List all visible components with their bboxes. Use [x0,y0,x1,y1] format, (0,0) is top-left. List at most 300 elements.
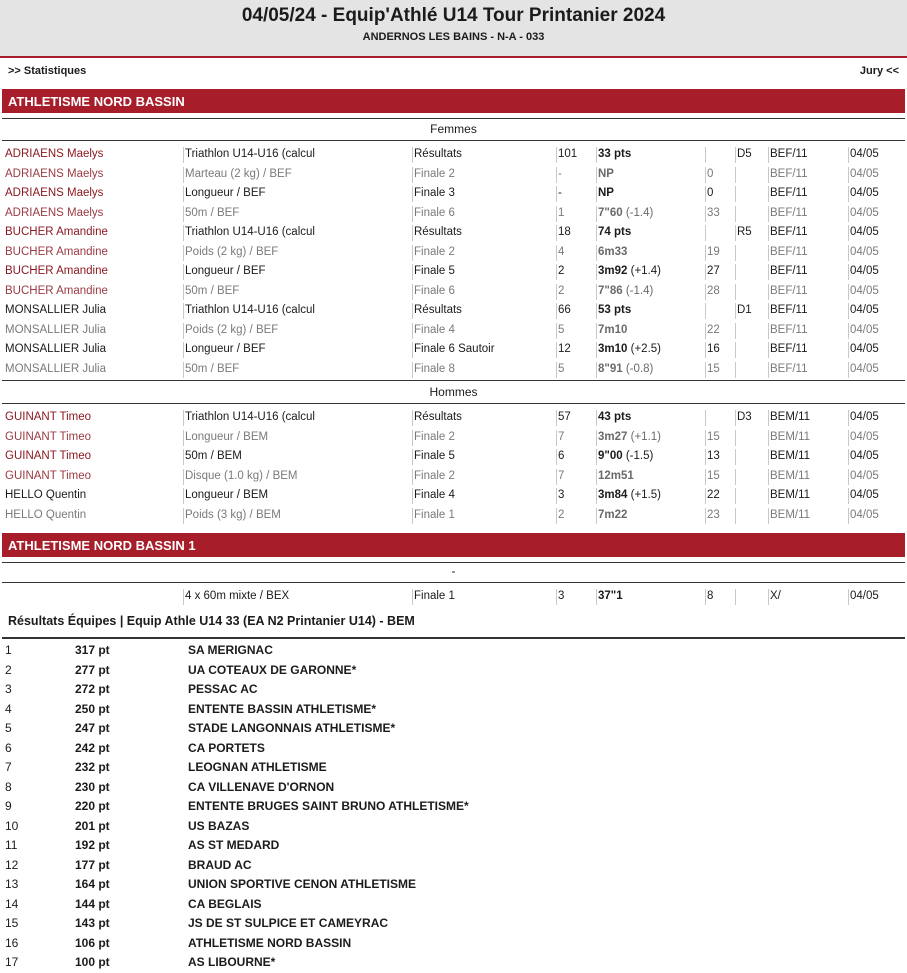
performance-value [598,226,706,238]
result-row [2,145,905,165]
date-value: 04/05 [850,284,879,297]
place-value: 6 [558,450,565,462]
level-value: D5 [737,148,752,160]
result-row [2,408,905,428]
points-value: 33 [707,206,720,219]
team-row [0,797,907,817]
column-separator [768,589,769,605]
event-name: Longueur / BEF [185,265,266,277]
column-separator [412,449,413,465]
column-separator [412,264,413,280]
club-banner: ATHLETISME NORD BASSIN 1 [2,533,905,557]
team-name: UNION SPORTIVE CENON ATHLETISME [188,877,417,891]
column-separator [556,225,557,241]
column-separator [596,147,597,163]
column-separator [848,186,849,202]
points-value: 8 [707,590,714,602]
performance-mark: 74 pts [598,226,632,238]
team-name: ENTENTE BASSIN ATHLETISME* [188,701,377,716]
points-value: 28 [707,284,720,297]
column-separator [768,186,769,202]
athlete-name[interactable]: MONSALLIER Julia [5,304,106,316]
category-value: BEF/11 [770,206,808,219]
column-separator [183,410,184,426]
column-separator [596,589,597,605]
event-name: 50m / BEM [185,450,242,462]
team-name: AS ST MEDARD [188,838,280,852]
team-rank: 9 [5,799,12,813]
column-separator [183,469,184,485]
team-points: 220 pt [75,799,110,813]
column-separator [183,147,184,163]
team-rank: 14 [5,896,19,911]
date-value: 04/05 [850,450,879,462]
event-name: 50m / BEF [185,362,240,375]
team-rank: 13 [5,877,19,891]
result-row [2,506,905,526]
column-separator [183,449,184,465]
athlete-name[interactable]: MONSALLIER Julia [5,343,106,355]
team-row [0,934,907,954]
result-row [2,223,905,243]
result-row [2,301,905,321]
performance-mark: 3m10 [598,343,628,355]
team-rank: 10 [5,818,19,833]
column-separator [556,430,557,446]
athlete-name[interactable]: HELLO Quentin [5,508,87,521]
place-value: 5 [558,362,565,375]
event-name: Poids (2 kg) / BEF [185,245,279,258]
column-separator [596,206,597,222]
column-separator [412,362,413,378]
column-separator [768,323,769,339]
athlete-name[interactable]: GUINANT Timeo [5,450,92,462]
column-separator [735,410,736,426]
jury-link[interactable]: Jury << [859,65,899,77]
team-points: 100 pt [75,955,110,969]
place-value: 101 [558,148,578,160]
team-rank: 7 [5,760,12,774]
column-separator [848,147,849,163]
column-separator [183,284,184,300]
column-separator [735,245,736,261]
athlete-name[interactable]: GUINANT Timeo [5,411,92,423]
team-points: 230 pt [75,779,110,794]
team-name: CA PORTETS [188,740,265,755]
place-value: 3 [558,489,565,501]
team-points: 232 pt [75,760,110,774]
category-value: BEF/11 [770,167,808,180]
athlete-name[interactable]: ADRIAENS Maelys [5,187,104,199]
date-value: 04/05 [850,245,879,258]
group-label-hommes: Hommes [429,385,478,399]
column-separator [735,589,736,605]
performance-value [598,343,706,355]
column-separator [735,284,736,300]
column-separator [412,430,413,446]
athlete-name[interactable]: HELLO Quentin [5,489,87,501]
date-value: 04/05 [850,323,879,336]
place-value: 12 [558,343,571,355]
event-name: Longueur / BEF [185,343,266,355]
column-separator [412,488,413,504]
team-row [0,836,907,856]
athlete-name[interactable]: MONSALLIER Julia [5,323,106,336]
results-table-hommes [2,408,905,525]
team-name: SA MERIGNAC [188,643,273,657]
column-separator [848,469,849,485]
team-points: 317 pt [75,643,110,657]
place-value: 2 [558,265,565,277]
team-points: 164 pt [75,877,110,891]
performance-value [598,411,706,423]
column-separator [556,206,557,222]
column-separator [183,362,184,378]
result-row [2,447,905,467]
column-separator [848,589,849,605]
group-label-relay: - [451,564,456,578]
wind-value: (-1.4) [625,206,654,219]
round-name: Finale 6 Sautoir [414,343,495,355]
performance-value [598,265,706,277]
points-value: 13 [707,450,720,462]
column-separator [735,225,736,241]
column-separator [556,284,557,300]
column-separator [596,264,597,280]
group-label-femmes: Femmes [430,122,477,136]
team-rank: 6 [5,740,12,755]
place-value: 2 [558,284,565,297]
level-value: R5 [737,226,752,238]
team-name: CA BEGLAIS [188,896,262,911]
athlete-name[interactable]: ADRIAENS Maelys [5,167,104,180]
round-name: Finale 6 [414,284,455,297]
performance-mark: 3m27 [598,430,628,443]
date-value: 04/05 [850,304,879,316]
team-points: 250 pt [75,701,110,716]
column-separator [596,410,597,426]
performance-value [598,324,706,336]
column-separator [735,303,736,319]
event-name: Longueur / BEM [185,489,269,501]
column-separator [412,225,413,241]
performance-mark: 3m92 [598,265,628,277]
column-separator [596,362,597,378]
column-separator [556,303,557,319]
performance-value [598,246,706,258]
column-separator [556,245,557,261]
category-value: BEM/11 [770,508,811,521]
place-value: 5 [558,323,565,336]
athlete-name[interactable]: GUINANT Timeo [5,430,92,443]
athlete-name[interactable]: BUCHER Amandine [5,245,108,258]
team-row [0,758,907,778]
category-value: BEF/11 [770,265,808,277]
performance-value [598,590,706,602]
column-separator [412,245,413,261]
result-row [2,587,905,607]
column-separator [848,488,849,504]
column-separator [768,167,769,183]
result-row [2,165,905,185]
column-separator [412,410,413,426]
column-separator [556,167,557,183]
team-points: 177 pt [75,857,110,872]
column-separator [183,225,184,241]
column-separator [848,167,849,183]
round-name: Finale 4 [414,323,455,336]
round-name: Finale 1 [414,508,455,521]
event-name: Marteau (2 kg) / BEF [185,167,292,180]
athlete-name[interactable]: ADRIAENS Maelys [5,148,104,160]
column-separator [768,225,769,241]
points-value: 15 [707,430,720,443]
team-rank: 11 [5,838,18,852]
level-value: D1 [737,304,752,316]
team-row [0,953,907,973]
round-name: Finale 5 [414,450,455,462]
column-separator [183,186,184,202]
column-separator [848,225,849,241]
column-separator [412,303,413,319]
team-rank: 16 [5,935,19,950]
column-separator [596,225,597,241]
round-name: Finale 1 [414,590,455,602]
column-separator [183,342,184,358]
column-separator [556,342,557,358]
round-name: Résultats [414,411,462,423]
page-title: 04/05/24 - Equip'Athlé U14 Tour Printanier 2024 [241,5,666,26]
column-separator [412,469,413,485]
team-row [0,875,907,895]
statistics-link[interactable]: >> Statistiques [8,65,87,77]
event-name: Triathlon U14-U16 (calcul [185,148,315,160]
column-separator [768,362,769,378]
event-name: Poids (3 kg) / BEM [185,508,281,521]
points-value: 0 [707,187,714,199]
athlete-name[interactable]: BUCHER Amandine [5,284,108,297]
performance-mark: 7m10 [598,323,628,336]
points-value: 19 [707,245,720,258]
team-row [0,914,907,934]
performance-mark: 3m84 [598,489,628,501]
column-separator [768,303,769,319]
nav-bar [0,58,907,86]
date-value: 04/05 [850,430,879,443]
performance-value [598,470,706,482]
points-value: 22 [707,489,720,501]
column-separator [183,303,184,319]
column-separator [768,147,769,163]
column-separator [556,488,557,504]
date-value: 04/05 [850,469,879,482]
performance-mark: 37"1 [598,590,623,602]
column-separator [848,362,849,378]
place-value: 66 [558,304,571,316]
column-separator [848,430,849,446]
column-separator [556,323,557,339]
round-name: Résultats [414,148,462,160]
column-separator [183,323,184,339]
team-rank: 4 [5,701,12,716]
place-value: 7 [558,430,565,443]
column-separator [848,303,849,319]
divider [2,582,905,583]
place-value: 3 [558,590,565,602]
points-value: 23 [707,508,720,521]
result-row [2,486,905,506]
place-value: 1 [558,206,565,219]
team-row [0,680,907,700]
column-separator [768,264,769,280]
column-separator [183,508,184,524]
column-separator [596,303,597,319]
column-separator [412,206,413,222]
team-name: LEOGNAN ATHLETISME [188,760,327,774]
team-rank: 5 [5,721,12,735]
round-name: Finale 2 [414,469,455,482]
column-separator [183,589,184,605]
place-value: - [558,167,562,180]
points-value: 22 [707,323,720,336]
result-row [2,262,905,282]
event-name: 4 x 60m mixte / BEX [185,590,290,602]
column-separator [735,323,736,339]
performance-value [598,207,706,219]
place-value: 18 [558,226,571,238]
column-separator [412,323,413,339]
date-value: 04/05 [850,362,879,375]
column-separator [735,186,736,202]
club-banner: ATHLETISME NORD BASSIN [2,89,905,113]
team-row [0,856,907,876]
team-rank: 8 [5,779,12,794]
category-value: BEM/11 [770,469,811,482]
team-row [0,641,907,661]
column-separator [735,264,736,280]
team-name: ATHLETISME NORD BASSIN [188,935,352,950]
category-value: BEF/11 [770,187,808,199]
column-separator [596,167,597,183]
performance-mark: 12m51 [598,469,634,482]
athlete-name[interactable]: BUCHER Amandine [5,265,108,277]
result-row [2,184,905,204]
column-separator [848,323,849,339]
round-name: Résultats [414,226,462,238]
athlete-name[interactable]: GUINANT Timeo [5,469,92,482]
result-row [2,243,905,263]
event-name: Longueur / BEM [185,430,269,443]
athlete-name[interactable]: MONSALLIER Julia [5,362,106,375]
result-row [2,321,905,341]
column-separator [768,430,769,446]
round-name: Finale 4 [414,489,455,501]
athlete-name[interactable]: ADRIAENS Maelys [5,206,104,219]
column-separator [183,167,184,183]
round-name: Résultats [414,304,462,316]
column-separator [596,245,597,261]
team-row [0,817,907,837]
column-separator [183,264,184,280]
athlete-name[interactable]: BUCHER Amandine [5,226,108,238]
column-separator [596,186,597,202]
column-separator [735,167,736,183]
date-value: 04/05 [850,167,879,180]
wind-value: (-0.8) [625,362,654,375]
column-separator [596,508,597,524]
category-value: BEM/11 [770,450,811,462]
column-separator [768,488,769,504]
column-separator [735,430,736,446]
place-value: 7 [558,469,565,482]
team-name: US BAZAS [188,818,250,833]
place-value: 57 [558,411,571,423]
performance-mark: 8"91 [598,362,623,375]
performance-value [598,363,706,375]
team-points: 106 pt [75,935,110,950]
performance-value [598,509,706,521]
team-rank: 15 [5,916,19,930]
team-name: BRAUD AC [188,857,252,872]
column-separator [556,186,557,202]
column-separator [735,362,736,378]
column-separator [848,410,849,426]
column-separator [412,589,413,605]
category-value: X/ [770,590,781,602]
performance-mark: NP [598,187,614,199]
team-rank: 3 [5,682,12,696]
result-row [2,428,905,448]
round-name: Finale 3 [414,187,455,199]
column-separator [556,410,557,426]
wind-value: (-1.5) [625,450,654,462]
column-separator [848,449,849,465]
points-value: 0 [707,167,714,180]
date-value: 04/05 [850,206,879,219]
column-separator [596,430,597,446]
date-value: 04/05 [850,411,879,423]
round-name: Finale 6 [414,206,455,219]
column-separator [596,488,597,504]
column-separator [848,206,849,222]
performance-value [598,285,706,297]
performance-value [598,187,706,199]
column-separator [596,342,597,358]
date-value: 04/05 [850,590,879,602]
column-separator [556,589,557,605]
column-separator [735,469,736,485]
column-separator [768,206,769,222]
team-row [0,700,907,720]
date-value: 04/05 [850,343,879,355]
category-value: BEF/11 [770,148,808,160]
column-separator [848,284,849,300]
performance-mark: 6m33 [598,245,628,258]
event-name: Triathlon U14-U16 (calcul [185,226,315,238]
column-separator [768,284,769,300]
performance-value [598,489,706,501]
team-results-list [0,641,907,973]
performance-value [598,431,706,443]
performance-mark: NP [598,167,614,180]
column-separator [596,323,597,339]
column-separator [596,469,597,485]
category-value: BEF/11 [770,245,808,258]
column-separator [848,245,849,261]
column-separator [183,245,184,261]
performance-value [598,168,706,180]
wind-value: (+2.5) [630,343,661,355]
